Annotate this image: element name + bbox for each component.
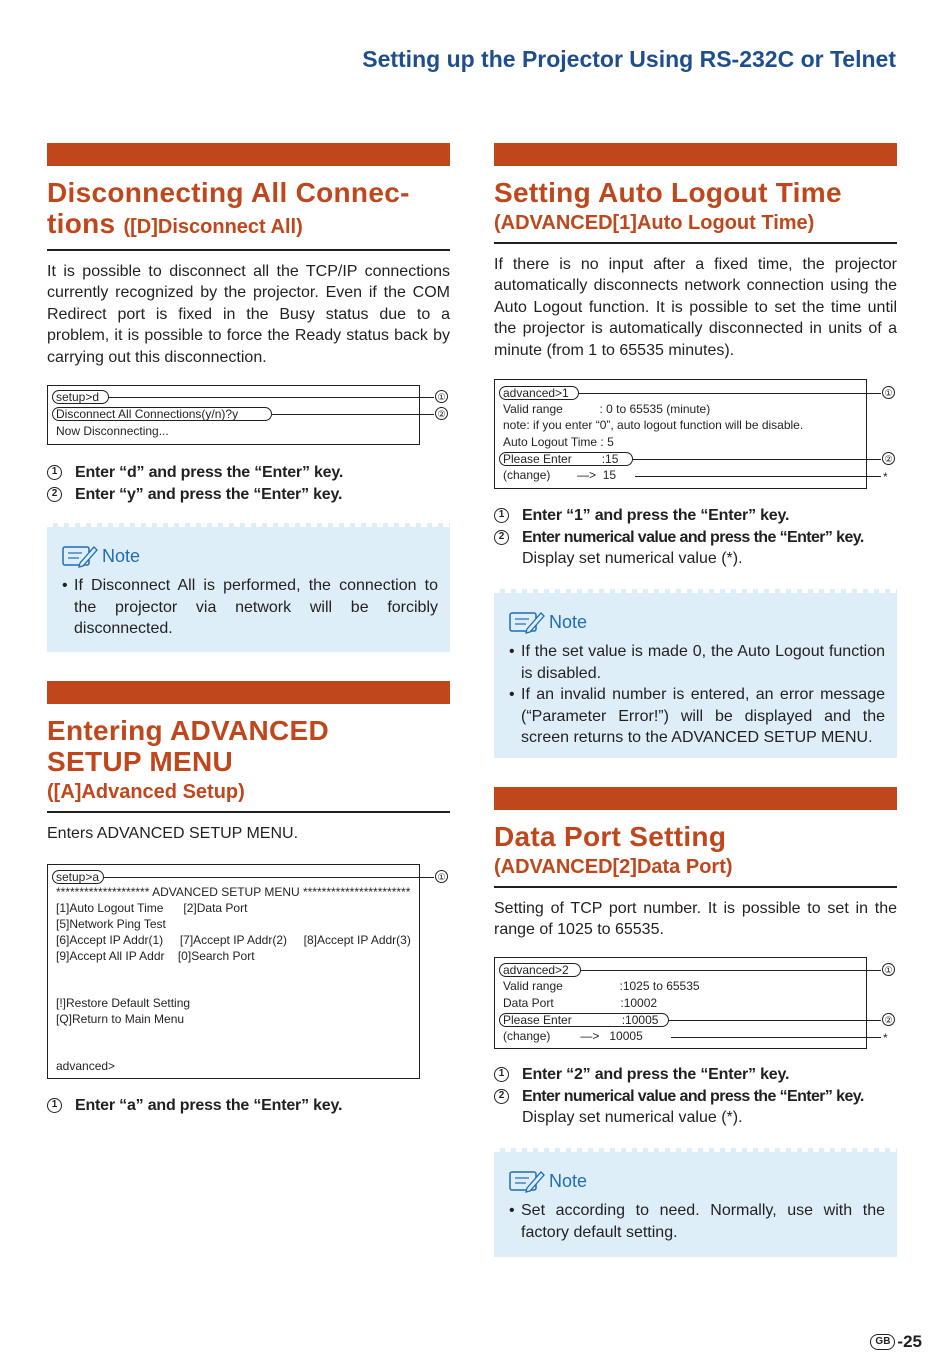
step-item [494, 1086, 897, 1129]
terminal-line: Auto Logout Time : 5 [503, 435, 614, 449]
note-label: Note [549, 611, 588, 632]
section-body: It is possible to disconnect all the TCP/IP connections currently recognized by the projector. Even if the COM Redirect port is fixed in the Busy status due to a problem, it is possible to force the Ready status back by carrying out this disconnection. [47, 263, 450, 366]
note-border [47, 523, 450, 527]
terminal-auto-logout [494, 379, 893, 489]
terminal-line: Please Enter :10005 [503, 1013, 659, 1027]
step-item [494, 527, 897, 570]
note-header [62, 543, 438, 569]
step-number: 1 [494, 1067, 509, 1082]
terminal-line: [Q]Return to Main Menu [56, 1012, 185, 1026]
page-number: -25 [897, 1332, 922, 1351]
steps-auto-logout [494, 505, 897, 570]
callout-number: ① [435, 870, 448, 883]
section-rule [494, 886, 897, 888]
note-box-auto-logout [494, 589, 897, 758]
step-item [47, 484, 450, 506]
terminal-line: note: if you enter “0”, auto logout function will be disable. [503, 418, 804, 432]
callout-number: ② [882, 1013, 895, 1026]
section-rule [494, 242, 897, 244]
section-body: If there is no input after a fixed time, the projector automatically disconnects network connection using the Auto Logout function. It is possible to set the time until the projector is automatically disconnected in units of a minute (from 1 to 65535 minutes). [494, 256, 897, 359]
section-subtitle: (ADVANCED[1]Auto Logout Time) [494, 212, 815, 234]
leader-line [671, 1037, 881, 1038]
section-title: Data Port Setting [494, 821, 727, 852]
terminal-line: setup>d [56, 390, 100, 404]
step-text: Enter “1” and press the “Enter” key. [522, 507, 790, 524]
step-text: Enter numerical value and press the “Enter” key. [522, 528, 864, 546]
callout-number: ② [882, 452, 895, 465]
section-title: Setting Auto Logout Time [494, 177, 842, 208]
page-header-title: Setting up the Projector Using RS-232C or Telnet [362, 46, 896, 72]
pencil-note-icon [62, 543, 98, 569]
note-border [494, 589, 897, 593]
section-rule [47, 811, 450, 813]
terminal-line: [6]Accept IP Addr(1) [7]Accept IP Addr(2) [8]Accept IP Addr(3) [56, 933, 411, 947]
section-subtitle: ([D]Disconnect All) [123, 216, 303, 238]
section-auto-logout [494, 143, 897, 361]
leader-line [633, 459, 881, 460]
note-header [509, 1168, 885, 1194]
section-body: Setting of TCP port number. It is possible to set in the range of 1025 to 65535. [494, 900, 897, 939]
leader-line [272, 414, 434, 415]
step-item [494, 505, 897, 527]
step-extra: Display set numerical value (*). [522, 550, 743, 567]
step-item [494, 1064, 897, 1086]
step-number: 2 [47, 487, 62, 502]
callout-number: ② [435, 407, 448, 420]
section-title-line2: SETUP MENU [47, 746, 234, 777]
step-text: Enter “2” and press the “Enter” key. [522, 1066, 790, 1083]
terminal-line: [1]Auto Logout Time [2]Data Port [56, 901, 248, 915]
terminal-line: setup>a [56, 870, 100, 884]
step-number: 2 [494, 1089, 509, 1104]
step-text: Enter numerical value and press the “Enter” key. [522, 1087, 864, 1105]
terminal-line: Disconnect All Connections(y/n)?y [56, 407, 239, 421]
step-extra: Display set numerical value (*). [522, 1109, 743, 1126]
section-title-line2: tions [47, 208, 116, 239]
leader-line [581, 970, 881, 971]
section-title-line1: Entering ADVANCED [47, 715, 329, 746]
note-item: • Set according to need. Normally, use with the factory default setting. [509, 1200, 885, 1243]
section-rule [47, 249, 450, 251]
terminal-line: (change) —> 10005 [503, 1029, 643, 1043]
terminal-line: ******************** ADVANCED SETUP MENU *********************** [56, 885, 411, 899]
callout-number: ① [882, 386, 895, 399]
steps-advanced-setup [47, 1095, 450, 1117]
section-bar [47, 681, 450, 704]
terminal-line: [9]Accept All IP Addr [0]Search Port [56, 949, 255, 963]
leader-line [104, 877, 434, 878]
section-subtitle: ([A]Advanced Setup) [47, 781, 245, 803]
section-data-port [494, 787, 897, 941]
step-item [47, 1095, 450, 1117]
terminal-line: Data Port :10002 [503, 996, 658, 1010]
terminal-disconnect [47, 385, 446, 445]
leader-line [109, 397, 434, 398]
section-bar [494, 143, 897, 166]
section-title [47, 177, 450, 243]
note-item: • If the set value is made 0, the Auto Logout function is disabled. [509, 641, 885, 684]
terminal-advanced-menu [47, 864, 446, 1079]
step-item [47, 462, 450, 484]
note-border [494, 1148, 897, 1152]
steps-data-port [494, 1064, 897, 1129]
note-label: Note [549, 1170, 588, 1191]
terminal-line: advanced>2 [503, 963, 569, 977]
step-number: 1 [494, 508, 509, 523]
step-number: 1 [47, 465, 62, 480]
section-disconnect-all [47, 143, 450, 368]
section-bar [494, 787, 897, 810]
leader-line [579, 393, 881, 394]
leader-line [669, 1020, 881, 1021]
leader-line [635, 476, 881, 477]
note-header [509, 609, 885, 635]
callout-number: ① [882, 963, 895, 976]
terminal-line: Valid range : 0 to 65535 (minute) [503, 402, 711, 416]
section-title-line1: Disconnecting All Connec- [47, 177, 410, 208]
section-subtitle: (ADVANCED[2]Data Port) [494, 856, 733, 878]
section-title [47, 715, 450, 777]
region-badge: GB [870, 1334, 895, 1350]
terminal-line: advanced> [56, 1059, 116, 1073]
note-box-disconnect [47, 523, 450, 652]
asterisk-marker: * [883, 1031, 888, 1045]
terminal-line: Now Disconnecting... [56, 424, 169, 438]
terminal-line: advanced>1 [503, 386, 569, 400]
step-text: Enter “d” and press the “Enter” key. [75, 464, 344, 481]
steps-disconnect [47, 462, 450, 505]
page-footer [870, 1332, 922, 1352]
step-text: Enter “a” and press the “Enter” key. [75, 1097, 343, 1114]
pencil-note-icon [509, 609, 545, 635]
section-body: Enters ADVANCED SETUP MENU. [47, 825, 299, 842]
terminal-line: [5]Network Ping Test [56, 917, 166, 931]
section-advanced-setup [47, 681, 450, 844]
pencil-note-icon [509, 1168, 545, 1194]
step-number: 2 [494, 530, 509, 545]
step-number: 1 [47, 1098, 62, 1113]
terminal-data-port [494, 957, 893, 1049]
section-bar [47, 143, 450, 166]
step-text: Enter “y” and press the “Enter” key. [75, 485, 343, 503]
note-item: • If an invalid number is entered, an error message (“Parameter Error!”) will be displayed and the screen returns to the ADVANCED SETUP MENU. [509, 684, 885, 749]
note-label: Note [102, 545, 141, 566]
asterisk-marker: * [883, 470, 888, 484]
note-box-data-port [494, 1148, 897, 1257]
terminal-line: [!]Restore Default Setting [56, 996, 191, 1010]
terminal-line: Valid range :1025 to 65535 [503, 979, 700, 993]
terminal-line: (change) —> 15 [503, 468, 617, 482]
terminal-line: Please Enter :15 [503, 452, 619, 466]
callout-number: ① [435, 390, 448, 403]
note-item: • If Disconnect All is performed, the connection to the projector via network will be forcibly disconnected. [62, 575, 438, 640]
